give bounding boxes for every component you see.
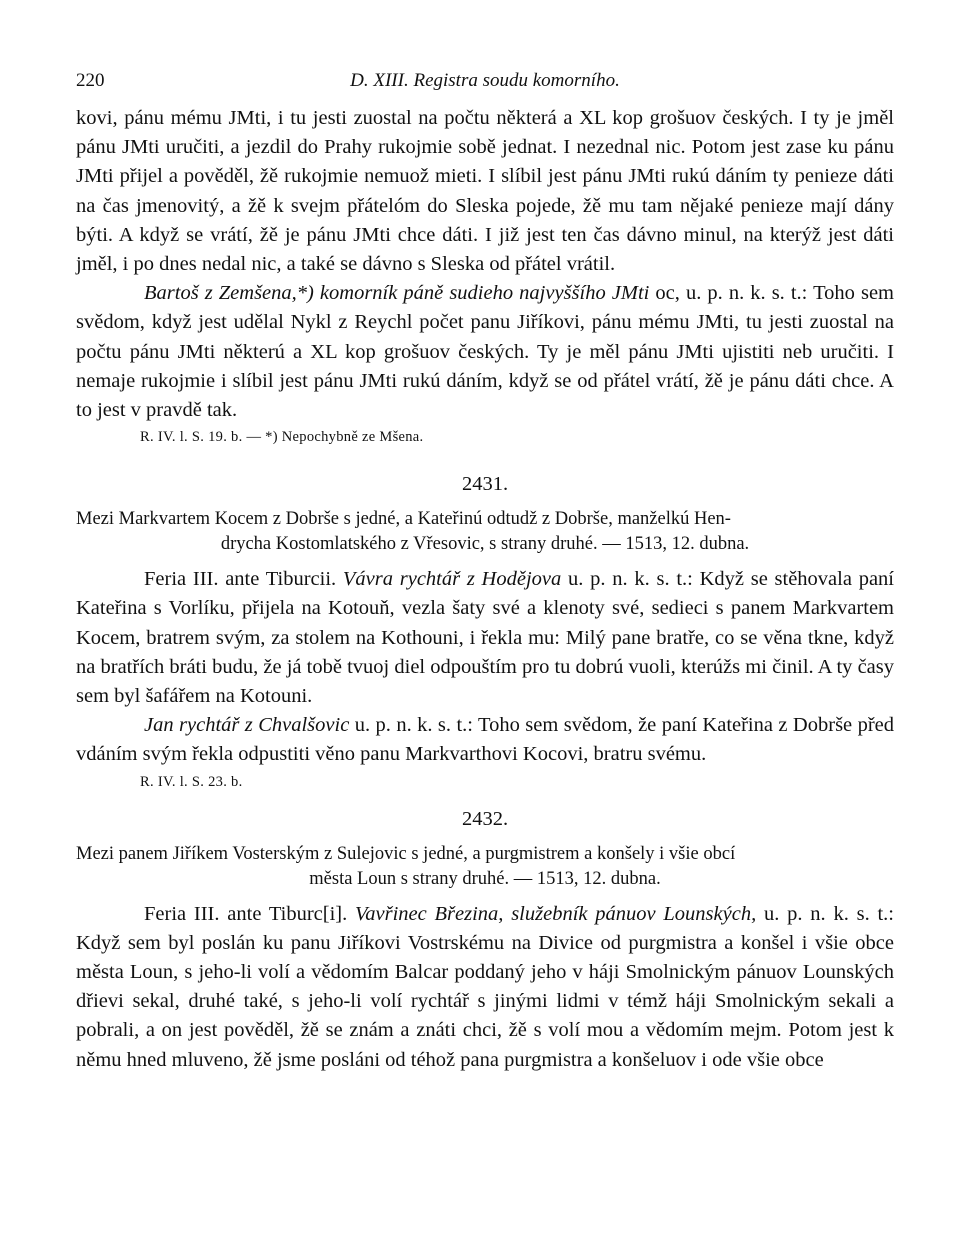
source-note: R. IV. l. S. 19. b. — *) Nepochybně ze Mšena.	[140, 429, 424, 446]
testimony-text: oc, u. p. n. k. s. t.: Toho sem svědom, když jest udělal Nykl z Reychl počet panu Jiříkovi, pánu mému JMti, tu jesti zuostal na počtu pánu JMti některú a XL kop grošuov českých. Ty je měl pánu JMti ujistiti neb uručiti. I nemaje rukojmie i slíbil jest pánu JMti rukú dáním, když se od přátel vrátí, žě je pánu dáti chce. A to jest v pravdě tak.	[76, 282, 894, 422]
page-body	[76, 104, 894, 1075]
regest-2431-line2: drycha Kostomlatského z Vřesovic, s strany druhé. — 1513, 12. dubna.	[220, 534, 750, 555]
page-number: 220	[76, 70, 105, 91]
witness-name: Bartoš z Zemšena,*) komorník páně sudieho najvyššího JMti	[144, 282, 650, 305]
testimony-jan	[76, 711, 894, 769]
regest-2432-line1: Mezi panem Jiříkem Vosterským z Sulejovic s jedné, a purgmistrem a konšely i všie obcí	[76, 843, 736, 864]
testimony-text: u. p. n. k. s. t.: Když se stěhovala paní Kateřina s Vorlíku, přijela na Kotouň, vezla šaty své a klenoty své, sedieci s panem Markvartem Kocem, bratrem svým, za stolem na Kothouni, i řekla mu: Milý pane bratře, co se věna tkne, když na bratřích bráti budu, že já tobě tvuoj diel odpouštím pro tu dobrú vuoli, kterúžs mi činil. A ty časy sem byl šafářem na Kotouni.	[76, 568, 894, 708]
witness-name: Vávra rychtář z Hodějova	[342, 568, 562, 591]
entry-number-2432: 2432.	[461, 807, 509, 830]
page-header	[76, 62, 894, 92]
testimony-text: u. p. n. k. s. t.: Když sem byl poslán ku panu Jiříkovi Vostrskému na Divice od purgmistra a konšel i všie obce města Loun, s jeho-li volí a vědomím Balcar poddaný jeho v háji Smolnickým pánuov Lounských dřievi sekal, druhé také, s jeho-li volí rychtář s jinými lidmi v témž háji Smolnickým sekali a pobrali, a on jest pověděl, žě se znám a znáti chci, žě s volí mou a vědomím mejm. Potom jest k němu hned mluveno, žě jsme posláni od téhož pana purgmistra a konšeluov i ode všie obce	[76, 902, 894, 1071]
testimony-vavra	[76, 565, 894, 711]
paragraph-continued: kovi, pánu mému JMti, i tu jesti zuostal na počtu některá a XL kop grošuov českých. I ty je jměl pánu JMti uručiti, a jezdil do Prahy rukojmie sobě jednat. I nezednal nic. Potom jest zase ku pánu JMti přijel a pověděl, žě rukojmie nemuož mieti. I slíbil jest pánu JMti rukú dáním ty penieze dáti na čas jmenovitý, a žě k svejm přátelóm do Sleska pojede, žě mu tam nějaké penieze mají dány býti. A když se vrátí, žě je pánu JMti chce dáti. I již jest ten čas dávno minul, na kterýž jest dáti jměl, i po dnes nedal nic, a také se dávno s Sleska od přátel vrátil.	[76, 107, 894, 276]
regest-2431-line1: Mezi Markvartem Kocem z Dobrše s jedné, a Kateřinú odtudž z Dobrše, manželkú Hen-	[76, 509, 731, 530]
regest-2432-line2: města Loun s strany druhé. — 1513, 12. dubna.	[309, 868, 661, 889]
witness-name: Jan rychtář z Chvalšovic	[144, 714, 350, 737]
source-note: R. IV. l. S. 23. b.	[140, 773, 243, 790]
running-title: D. XIII. Registra soudu komorního.	[350, 70, 620, 91]
document-page	[76, 62, 894, 1075]
testimony-vavrinec	[76, 900, 894, 1075]
testimony-bartos	[76, 279, 894, 425]
feria-date: Feria III. ante Tiburcii.	[144, 568, 343, 591]
feria-date: Feria III. ante Tiburc[i].	[144, 902, 356, 925]
entry-number-2431: 2431.	[461, 473, 509, 496]
witness-name: Vavřinec Březina, služebník pánuov Lounských,	[355, 902, 757, 925]
testimony-text: u. p. n. k. s. t.: Toho sem svědom, že paní Kateřina z Dobrše před vdáním svým řekla odpustiti věno panu Markvarthovi Kocovi, bratru svému.	[76, 714, 894, 766]
